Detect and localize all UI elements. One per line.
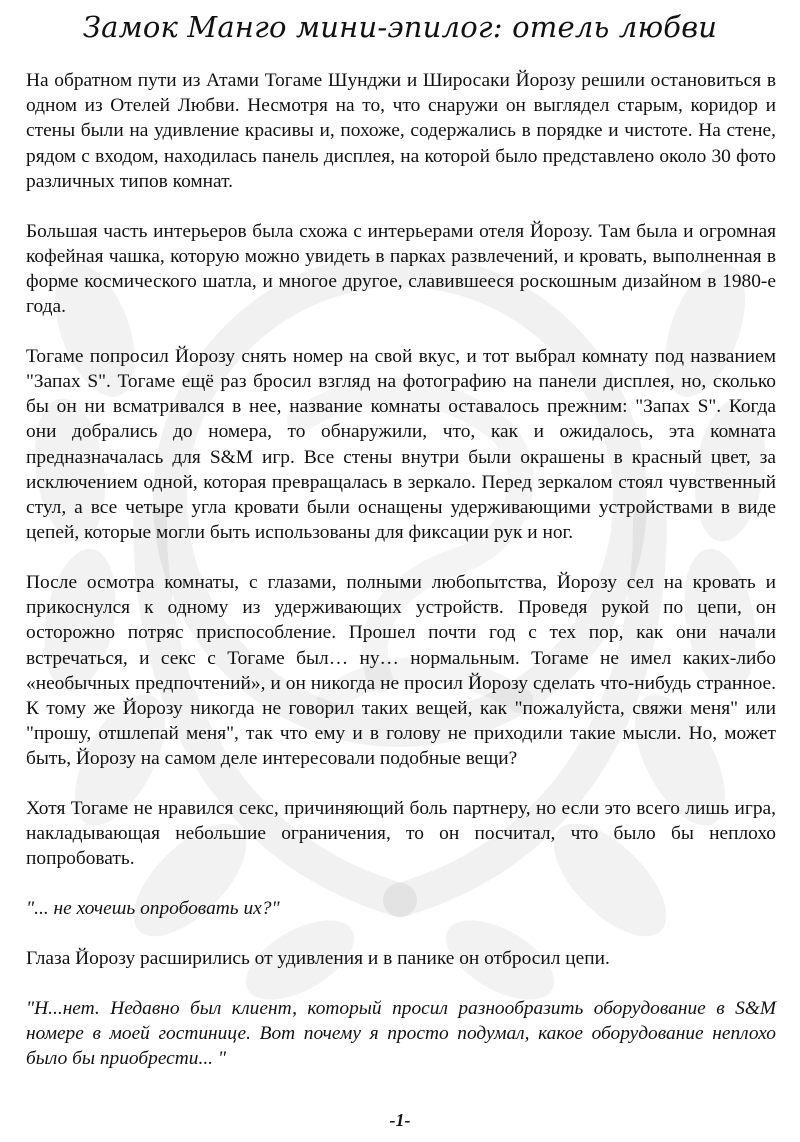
paragraph: На обратном пути из Атами Тогаме Шунджи и Широсаки Йорозу решили остановиться в одном из Отелей Любви. Несмотря на то, что снаружи он выглядел старым, коридор и стены были на удивление красивы и, похоже, содержались в порядке и чистоте. На стене, рядом с входом, находилась панель дисплея, на которой было представлено около 30 фото различных типов комнат. <box>26 70 776 192</box>
page-number: -1- <box>389 1110 411 1130</box>
paragraph: После осмотра комнаты, с глазами, полными любопытства, Йорозу сел на кровать и прикоснулся к одному из удерживающих устройств. Проведя рукой по цепи, он осторожно потряс приспособление. Прошел почти год с тех пор, как они начали встречаться, и секс с Тогаме был… ну… нормальным. Тогаме не имел каких-либо «необычных предпочтений», и он никогда не просил Йорозу сделать что-нибудь странное. К тому же Йорозу никогда не говорил таких вещей, как "пожалуйста, свяжи меня" или "прошу, отшлепай меня", так что ему и в голову не приходили такие мысли. Но, может быть, Йорозу на самом деле интересовали подобные вещи? <box>26 571 776 770</box>
body-text <box>26 68 776 1096</box>
dialogue-line: "... не хочешь опробовать их?" <box>26 898 280 920</box>
paragraph: Тогаме попросил Йорозу снять номер на свой вкус, и тот выбрал комнату под названием "Запах S". Тогаме ещё раз бросил взгляд на фотографию на панели дисплея, но, сколько бы он ни всматривался в нее, название комнаты оставалось прежним: "Запах S". Когда они добрались до номера, то обнаружили, что, как и ожидалось, эта комната предназначалась для S&M игр. Все стены внутри были окрашены в красный цвет, за исключением одной, которая превращалась в зеркало. Перед зеркалом стоял чувственный стул, а все четыре угла кровати были оснащены удерживающими устройствами в виде цепей, которые могли быть использованы для фиксации рук и ног. <box>26 345 776 544</box>
paragraph: Хотя Тогаме не нравился секс, причиняющий боль партнеру, но если это всего лишь игра, накладывающая небольшие ограничения, то он посчитал, что было бы неплохо попробовать. <box>26 798 776 870</box>
chapter-title: Замок Манго мини-эпилог: отель любви <box>82 10 718 44</box>
dialogue-line: "Н...нет. Недавно был клиент, который просил разнообразить оборудование в S&M номере в моей гостинице. Вот почему я просто подумал, какое оборудование неплохо было бы приобрести... " <box>26 997 776 1069</box>
paragraph: Глаза Йорозу расширились от удивления и в панике он отбросил цепи. <box>26 947 610 969</box>
paragraph: Большая часть интерьеров была схожа с интерьерами отеля Йорозу. Там была и огромная кофейная чашка, которую можно увидеть в парках развлечений, и кровать, выполненная в форме космического шатла, и многое другое, славившееся роскошным дизайном в 1980-е года. <box>26 220 776 318</box>
